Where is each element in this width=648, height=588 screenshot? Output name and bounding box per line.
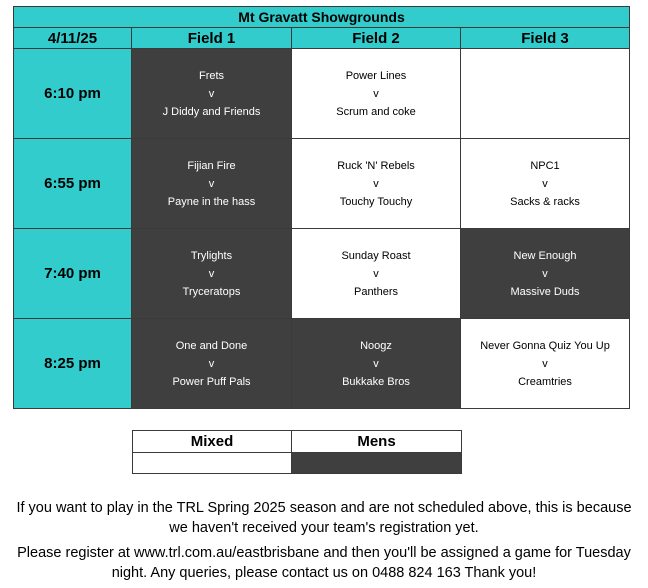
schedule-table <box>13 6 630 409</box>
time-slot-row <box>14 229 630 319</box>
game-cell <box>292 139 461 229</box>
time-slot: 8:25 pm <box>14 319 132 409</box>
field-header: Field 2 <box>292 28 461 49</box>
registration-notes <box>10 498 638 588</box>
versus: v <box>208 177 215 190</box>
away-team: Tryceratops <box>182 285 241 298</box>
home-team: One and Done <box>175 339 248 352</box>
contact-note: Please register at www.trl.com.au/eastbrisbane and then you'll be assigned a game for Tuesday night. Any queries, please contact us on 0488 824 163 Thank you! <box>17 545 631 581</box>
game-cell <box>461 319 630 409</box>
registration-note: If you want to play in the TRL Spring 2025 season and are not scheduled above, this is because we haven't received your team's registration yet. <box>16 500 632 536</box>
date-header: 4/11/25 <box>14 28 132 49</box>
versus: v <box>208 87 215 100</box>
legend-mens-swatch <box>292 453 462 474</box>
venue-title: Mt Gravatt Showgrounds <box>14 7 630 28</box>
away-team: Touchy Touchy <box>339 195 413 208</box>
away-team: Massive Duds <box>510 285 580 298</box>
empty-game-cell <box>461 49 630 139</box>
versus: v <box>542 357 548 370</box>
home-team: Power Lines <box>345 69 407 82</box>
game-cell <box>132 139 292 229</box>
home-team: Frets <box>198 69 225 82</box>
division-legend <box>132 430 462 474</box>
versus: v <box>373 357 379 370</box>
away-team: Payne in the hass <box>167 195 256 208</box>
game-cell <box>461 229 630 319</box>
time-slot: 6:55 pm <box>14 139 132 229</box>
versus: v <box>373 87 379 100</box>
away-team: Creamtries <box>518 375 572 388</box>
home-team: Trylights <box>190 249 233 262</box>
versus: v <box>208 357 215 370</box>
versus: v <box>373 267 379 280</box>
game-cell <box>132 49 292 139</box>
time-slot-row <box>14 139 630 229</box>
away-team: Power Puff Pals <box>172 375 251 388</box>
game-cell <box>461 139 630 229</box>
versus: v <box>542 267 548 280</box>
field-header: Field 1 <box>132 28 292 49</box>
away-team: Sacks & racks <box>510 195 580 208</box>
legend-mixed-label: Mixed <box>133 431 292 453</box>
versus: v <box>542 177 548 190</box>
versus: v <box>208 267 215 280</box>
time-slot-row <box>14 319 630 409</box>
versus: v <box>373 177 379 190</box>
home-team: Fijian Fire <box>187 159 236 172</box>
home-team: New Enough <box>513 249 577 262</box>
home-team: Ruck 'N' Rebels <box>337 159 415 172</box>
away-team: Bukkake Bros <box>342 375 410 388</box>
away-team: Scrum and coke <box>336 105 416 118</box>
away-team: J Diddy and Friends <box>162 105 261 118</box>
game-cell <box>292 49 461 139</box>
time-slot: 6:10 pm <box>14 49 132 139</box>
home-team: Never Gonna Quiz You Up <box>480 339 610 352</box>
home-team: NPC1 <box>530 159 560 172</box>
time-slot-row <box>14 49 630 139</box>
legend-mens-label: Mens <box>292 431 462 453</box>
game-cell <box>132 229 292 319</box>
game-cell <box>292 229 461 319</box>
field-header: Field 3 <box>461 28 630 49</box>
game-cell <box>292 319 461 409</box>
home-team: Noogz <box>360 339 392 352</box>
time-slot: 7:40 pm <box>14 229 132 319</box>
game-cell <box>132 319 292 409</box>
away-team: Panthers <box>353 285 399 298</box>
home-team: Sunday Roast <box>341 249 411 262</box>
legend-mixed-swatch <box>133 453 292 474</box>
